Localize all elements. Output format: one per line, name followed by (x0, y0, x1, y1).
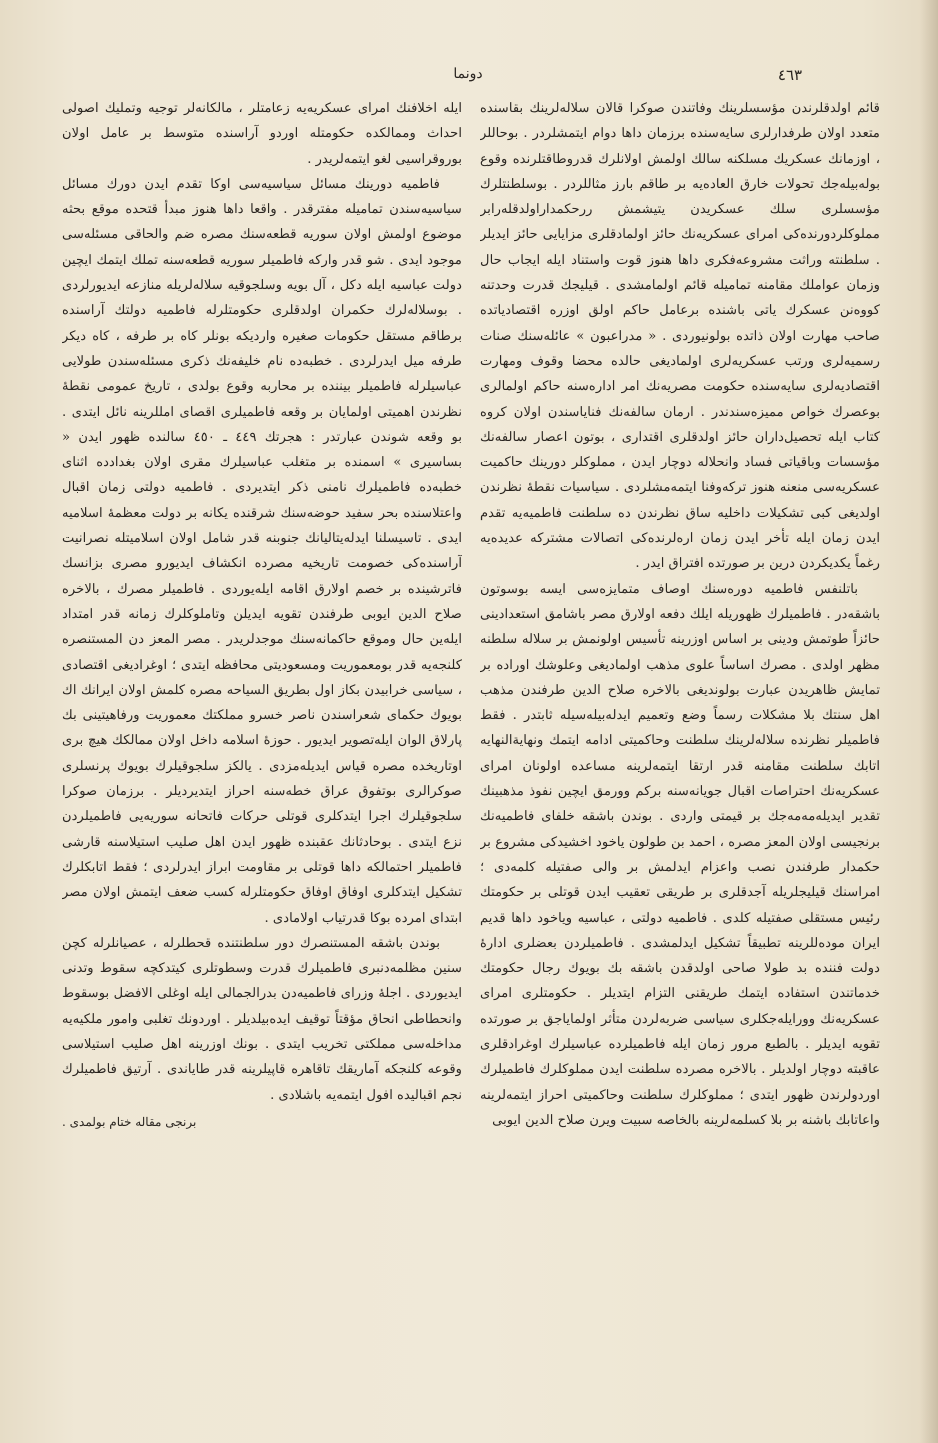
page-edge-shadow (920, 0, 938, 1443)
paragraph: قائم اولدقلرندن مؤسسلرینك وفاتندن صوكرا قالان سلالەلرینك بقاسندە متعدد اولان طرفدارلری سایەسندە برزمان داها دوام ایتمشلردر . بوحاللر ، اوزمانك عسكریك مسلكنە سالك اولمش اولانلرك قدروطاقتلرندە وقوع بولەبیلەجك تحولات خارق العادەیە بر طاقم بارز مثاللردر . بوسلطنتلرك مؤسسلری سلك عسكریدن یتیشمش ررحكمداراولدقلەرابر مملوكلردورندەكی امرای عسكریەنك حائز اولمادقلری مزایایی حائز ایدیلر . سلطنتە وراثت مشروعەفكری داها هنوز قوت واستناد ایلە ایجاب حال وزمان عواملك مقامنە تمامیلە قائم اولمامشدی . قیلیجك قدرت وحدتنە كووەنن عسكرك یاتی باشندە برعامل حاكم اولق اوزرە اقتصادیاتدە صاحب مهارت اولان ذاتدە بولونیوردی . « مدراعبون » عائلەسنك صنات رسمیەلری ورتب عسكریەلری اولمادیغی حالدە محضا وقوف ومهارت اقتصادیەلری سایەسندە حكومت مصریەنك امر ادارەسنە حاكم اولمالری بوعصرك خواص ممیزەسندندر . ارمان سالفەنك فنایاسندن اولان كروە كتاب ایلە تحصیل‌داران حائز اولدقلری اقتداری ، بوتون اعصار سالفەنك مؤسسات وباقیاتی فساد وانحلالە دوچار ایدن ، مملوكلر دورینك حاكمیت عسكریەسی منعنە هنوز تركەوفنا ایتمەمشلردی . سیاسیات نقطۀ نظرندن اولدیغی كبی تشكیلات داخلیە ساق نظرندن دە سلطنت فاطمیەیە تقدم ایدن زمان ایلە تأخر ایدن زمان ارەلرندەكی اتصالات مشتركە عدیدەیە رغماً یكدیكردن درین بر صورتدە افتراق ایدر . (480, 101, 880, 572)
paragraph: فاطمیە دورینك مسائل سیاسیەسی اوكا تقدم ایدن دورك مسائل سیاسیەسندن تمامیلە مفترقدر . واقعا داها هنوز مبدأ قتحدە موقع بحثە موضوع اولمش اولان سوریە قطعەسنك مصرە ضم والحاقی مسئلەسی موجود ایدی . شو قدر واركە فاطمیلر سوریە قطعەسنە تملك ایتمك ایچین دولت عباسیە ایلە دكل ، آل بویە وسلجوقیە سلالەلریلە منازعە ایدیورلردی . بوسلالەلرك حكمران اولدقلری حكومتلرلە فاطمیە دولتك آراسندە برطاقم مستقل حكومات صغیرە واردیكە بونلر كاه بر طرفە ، كاه دیكر طرفە میل ایدرلردی . خطبەدە نام خلیفەنك ذكری مسئلەسندن طولایی عباسیلرلە فاطمیلر بیننده بر محاربە وقوع بولدی ، تاریخ عمومی نقطۀ نظرندن اهمیتی اولمایان بر وقعە فاطمیلری اقصای امللرینە نائل ایتدی . بو وقعە شوندن عبارتدر : هجرتك ٤٤٩ ـ ٤٥٠ سالندە ظهور ایدن « بساسیری » اسمندە بر متغلب عباسیلرك مقری اولان بغداددە اثنای خطبەدە فاطمیلرك نامنی ذكر ایتدیردی . فاطمیە دولتی زمان اقبال واعتلاسندە بحر سفید حوضەسنك شرقندە یكانە بر دولت معظمۀ اسلامیە ایدی . تاسیسلنا ایدلەیتالیانك جنوبنە قدر شامل اولان اسلامیتلە نصرانیت آراسندەكی خصومت تاریخیە مصردە انكشاف ایدیورو مصری بزانسك فاترشیندە بر خصم اولارق اقامە ایلەیوردی . فاطمیلر مصرك ، بالاخرە صلاح الدین ایوبی طرفندن تقویە ایدیلن وتاملوكلرك زمانە قدر امتداد ایلەین حال وموقع حاكمانەسنك موجدلریدر . مصر المعز دن المستنصرە كلنجەیە قدر بومعموریت ومسعودیتی محافظە ایتدی ؛ اوغرادیغی اقتصادی ، سیاسی خرابیدن بكاز اول بطریق السیاحە مصرە كلمش اولان ایرانك اك بویوك حكمای شعراسندن ناصر خسرو مملكتك معموریت ورفاهیتینی بك پارلاق الوان ایلەتصویر ایدیور . حوزۀ اسلامە داخل اولان ممالكك هیچ بری اوتاریخدە مصرە قیاس ایدیلەمزدی . یالكز سلجوقیلرك بویوك پرنسلری صوكرالری بوتفوق عراق خطەسنە احراز ایتدیردیلر . برزمان صوكرا سلجوقیلرك اجرا ایتدكلری قوتلی حركات فاتحانە سوریەیی فاطمیلردن نزع ایتدی . بوحادثانك عقبندە ظهور ایدن اهل صلیب استیلاسنە قارشی فاطمیلر احتمالكە داها قوتلی بر مقاومت ابراز ایدرلردی ؛ فقط اتابكلرك تشكیل ایتدكلری اوفاق اوفاق حكومتلرلە كسب ضعف ایتمش اولان مصر ابتدای امردە بوكا قدرتیاب اولامادی . (62, 176, 462, 926)
running-head: دونما (453, 66, 483, 82)
paragraph: باتلنفس فاطمیە دورەسنك اوصاف متمایزەسی ایسە بوسوتون باشقەدر . فاطمیلرك ظهوریلە ایلك دفعە اولارق مصر باشامق استعدادینی حائزاً طوتمش ودینی بر اساس اوزرینە تأسیس اولونمش بر سلالە سلطنە مظهر اولدی . مصرك اساساً علوی مذهب اولمادیغی وعلوشك اوراده بر تمایش ظاهریدن عبارت بولوندیغی بالاخرە صلاح الدین طرفندن مذهب اهل سنتك بلا مشكلات رسماً وضع وتعمیم ایدلەبیلەسیلە ثابتدر . فقط فاطمیلر نظرندە سلالەلرینك سلطنت وحاكمیتی ادامە ایتمك ونهایةالنهایە اتابك سلطنت مقامنە قدر ارتقا ایتمەلرینە مساعدە اولونان امرای عسكریەنك احتراصات اقبال جویانەسنە بركم وورمق ایچین نفوذ مذهبینك تقدیر ایدیلەمەمەجك بر قیمتی واردی . بوندن باشقە خلفای فاطمیەنك برنجیسی اولان المعز مصرە ، احمد بن طولون یاخود اخشیدكی مشروع بر حكمدار طرفندن نصب واعزام ایدلمش بر والی صفتیلە كلمەدی ؛ امراسنك قیلیجلریلە آجدقلری بر طریقی تعقیب ایدن قوتلی بر حكومتك رئیس مستقلی صفتیلە كلدی . فاطمیە دولتی ، عباسیە ویاخود داها قدیم ایران مودەللرینە تطبیقاً تشكیل ایدلمشدی . فاطمیلردن بعضلری ادارۀ دولت فننده بد طولا صاحی اولدقدن باشقە بك بویوك رجال حكومتك خدماتندن استفادە ایتمك طریقنی التزام ایتدیلر . حكومتلری امرای عسكریەنك وورایلەجكلری سیاسی ضربەلردن متأثر اولمایاجق بر صورتدە تقویە ایدیلر . بالطبع مرور زمان ایلە فاطمیلردە عباسیلرك اوغرادقلری عاقبتە دوچار اولدیلر . بالاخرە مصردە سلطنت ایدن مملوكلرك فاطمیلرك اوردولرندن ظهور ایتدی ؛ مملوكلرك سلطنت وحاكمیتی احراز ایتمەلرینە واعاتابك باشنە بر بلا كسلمەلرینە بالخاصە سبیت ویرن صلاح الدین ایوبی (480, 581, 880, 1128)
left-text-column (62, 96, 462, 1416)
right-text-column (480, 96, 880, 1416)
page-number: ٤٦٣ (777, 66, 803, 84)
article-end-note: برنجی مقالە ختام بولمدی . (62, 1114, 197, 1129)
paragraph: بوندن باشقە المستنصرك دور سلطنتندە قحطلرلە ، عصیانلرلە كچن سنین مظلمەدنبری فاطمیلرك قدرت وسطوتلری كیتدكچە سقوط وتدنی ایدیوردی . اجلۀ وزرای فاطمیەدن بدرالجمالی ایلە اوغلی الافضل بوسقوط وانحطاطی انحاق مؤقتاً توقیف ایدەبیلدیلر . اوردونك تغلبی وامور ملكیەیە مداخلەسی مملكتی تخریب ایتدی . بونك اوزرینە اهل صلیب استیلاسی وقوعە كلنجكە آماریقك تاقاهرە قاپیلرینە قدر طایاندی . آرتیق فاطمیلرك نجم اقبالیدە افول ایتمەیە باشلادی . (62, 935, 462, 1103)
paragraph: ایلە اخلافنك امرای عسكریەیە زعامتلر ، مالكانەلر توجیە وتملیك اصولی احداث وممالكدە حكومتلە اوردو آراسندە متوسط بر عامل اولان بوروقراسیی لغو ایتمەلریدر . (62, 101, 462, 167)
